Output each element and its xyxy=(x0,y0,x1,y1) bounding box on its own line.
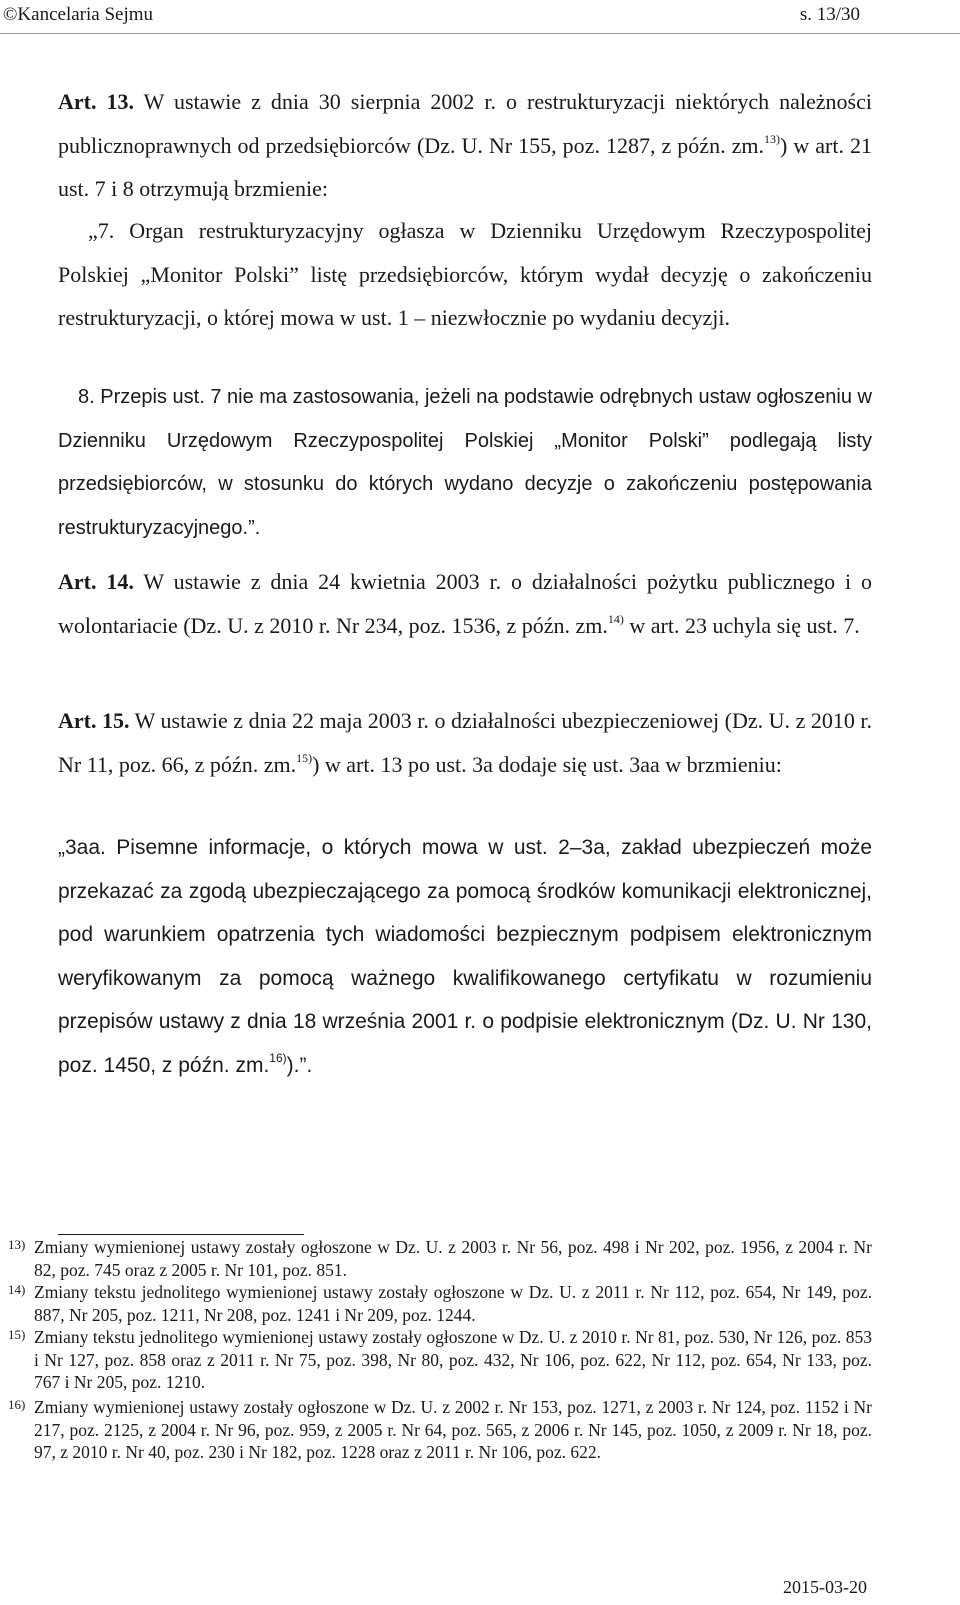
art-15-para-3aa xyxy=(58,826,872,1087)
art-15-label: Art. 15. xyxy=(58,708,130,733)
footnote-ref-16: 16) xyxy=(269,1050,287,1065)
art-13-para-8 xyxy=(58,376,872,550)
footer-date: 2015-03-20 xyxy=(783,1577,867,1597)
footnote-16-text: Zmiany wymienionej ustawy zostały ogłoszone w Dz. U. z 2002 r. Nr 153, poz. 1271, z 2003 r. Nr 124, poz. 1152 i Nr 217, poz. 2125, z 2004 r. Nr 96, poz. 959, z 2005 r. Nr 64, poz. 565, z 2006 r. Nr 145, poz. 1050, z 2009 r. Nr 18, poz. 97, z 2010 r. Nr 40, poz. 230 i Nr 182, poz. 1228 oraz z 2011 r. Nr 106, poz. 622. xyxy=(34,1397,872,1462)
para-3aa-text xyxy=(58,826,872,1087)
header-publisher: ©Kancelaria Sejmu xyxy=(3,4,154,25)
art-14-text: W ustawie z dnia 24 kwietnia 2003 r. o działalności pożytku publicznego i o wolontariacie (Dz. U. z 2010 r. Nr 234, poz. 1536, z późn. zm. xyxy=(58,569,873,638)
footnote-14 xyxy=(8,1281,872,1326)
footnote-15 xyxy=(8,1326,872,1394)
para-3aa-content: „3aa. Pisemne informacje, o których mowa w ust. 2–3a, zakład ubezpieczeń może przekazać za zgodą ubezpieczającego za pomocą środków komunikacji elektronicznej, pod warunkiem opatrzenia tych wiadomości bezpiecznym podpisem elektronicznym weryfikowanym za pomocą ważnego kwalifikowanego certyfikatu w rozumieniu przepisów ustawy z dnia 18 września 2001 r. o podpisie elektronicznym (Dz. U. Nr 130, poz. 1450, z późn. zm. xyxy=(58,836,872,1077)
footnote-ref-15: 15) xyxy=(296,750,313,765)
para-8-content: 8. Przepis ust. 7 nie ma zastosowania, jeżeli na podstawie odrębnych ustaw ogłoszeniu w Dzienniku Urzędowym Rzeczypospolitej Polskiej „Monitor Polski” podlegają listy przedsiębiorców, w stosunku do których wydano decyzje o zakończeniu postępowania restrukturyzacyjnego.”. xyxy=(58,386,872,539)
art-13 xyxy=(58,80,872,211)
art-13-intro xyxy=(58,80,872,211)
art-15 xyxy=(58,699,872,786)
art-15-text-block xyxy=(58,699,872,786)
footnote-divider xyxy=(58,1234,304,1235)
footnote-13 xyxy=(8,1236,872,1281)
footnote-13-number: 13) xyxy=(8,1237,26,1252)
art-13-text: W ustawie z dnia 30 sierpnia 2002 r. o restrukturyzacji niektórych należności publicznoprawnych od przedsiębiorców (Dz. U. Nr 155, poz. 1287, z późn. zm. xyxy=(58,89,872,158)
footnote-15-text: Zmiany tekstu jednolitego wymienionej ustawy zostały ogłoszone w Dz. U. z 2010 r. Nr 81, poz. 530, Nr 126, poz. 853 i Nr 127, poz. 858 oraz z 2011 r. Nr 75, poz. 398, Nr 80, poz. 432, Nr 106, poz. 622, Nr 112, poz. 654, Nr 133, poz. 767 i Nr 205, poz. 1210. xyxy=(34,1327,872,1392)
page-header xyxy=(0,0,960,34)
para-7-text xyxy=(58,209,872,340)
art-14-text-block xyxy=(58,560,872,647)
footnote-14-number: 14) xyxy=(8,1282,26,1297)
art-13-label: Art. 13. xyxy=(58,89,134,114)
art-14-text-cont: w art. 23 uchyla się ust. 7. xyxy=(623,612,860,638)
art-13-text-cont: ) w art. 21 ust. 7 i 8 otrzymują brzmienie: xyxy=(58,132,872,201)
art-14-label: Art. 14. xyxy=(58,569,134,594)
art-15-text: W ustawie z dnia 22 maja 2003 r. o działalności ubezpieczeniowej (Dz. U. z 2010 r. Nr 11, poz. 66, z późn. zm. xyxy=(58,708,873,777)
art-14 xyxy=(58,560,872,647)
para-7-content: „7. Organ restrukturyzacyjny ogłasza w Dzienniku Urzędowym Rzeczypospolitej Polskiej „Monitor Polski” listę przedsiębiorców, którym wydał decyzję o zakończeniu restrukturyzacji, o której mowa w ust. 1 – niezwłocznie po wydaniu decyzji. xyxy=(58,218,872,330)
para-8-text xyxy=(58,376,872,550)
footnote-ref-13: 13) xyxy=(763,131,780,146)
footnote-16-number: 16) xyxy=(8,1397,26,1412)
para-3aa-end: ).”. xyxy=(286,1053,313,1077)
footnote-16 xyxy=(8,1396,872,1464)
footnote-15-number: 15) xyxy=(8,1327,26,1342)
art-15-text-cont: ) w art. 13 po ust. 3a dodaje się ust. 3aa w brzmieniu: xyxy=(312,751,782,777)
footnote-13-text: Zmiany wymienionej ustawy zostały ogłoszone w Dz. U. z 2003 r. Nr 56, poz. 498 i Nr 202, poz. 1956, z 2004 r. Nr 82, poz. 745 oraz z 2005 r. Nr 101, poz. 851. xyxy=(34,1237,872,1280)
footnote-ref-14: 14) xyxy=(607,611,624,626)
header-page-number: s. 13/30 xyxy=(799,4,860,25)
art-13-para-7 xyxy=(58,209,872,340)
footnote-14-text: Zmiany tekstu jednolitego wymienionej ustawy zostały ogłoszone w Dz. U. z 2011 r. Nr 112, poz. 654, Nr 149, poz. 887, Nr 205, poz. 1211, Nr 208, poz. 1241 i Nr 209, poz. 1244. xyxy=(34,1282,872,1325)
